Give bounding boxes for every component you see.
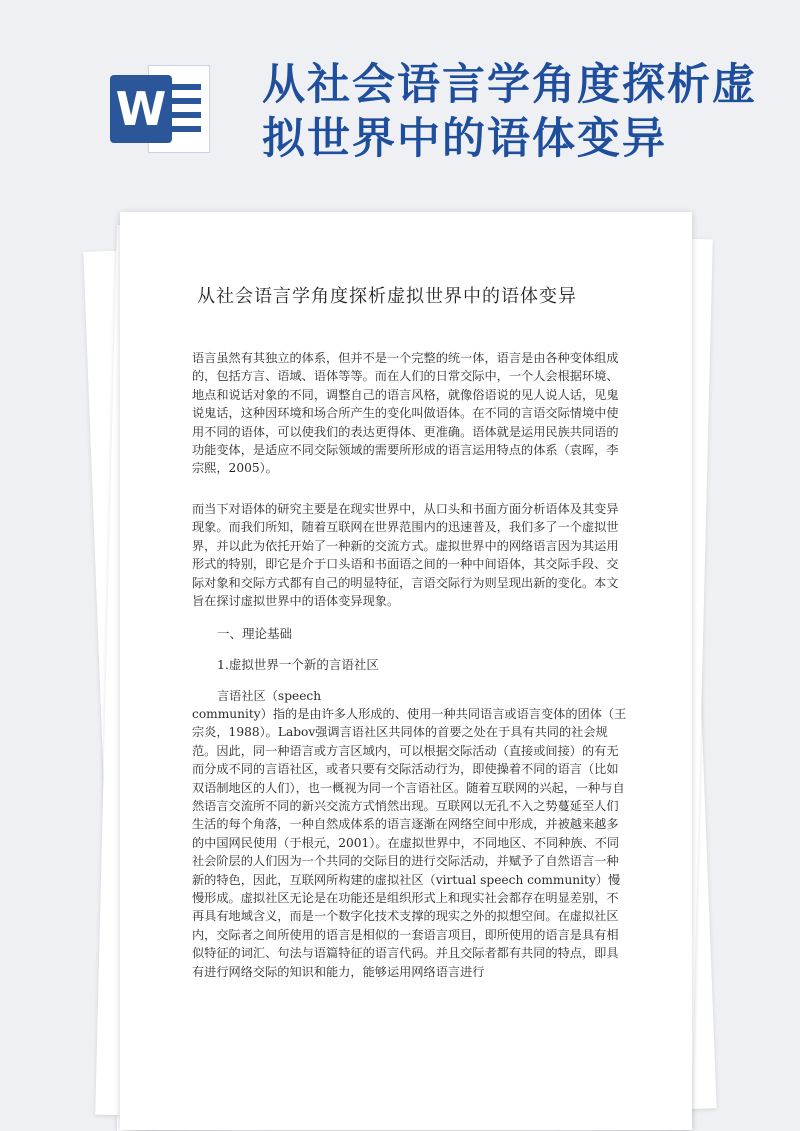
logo-line [171, 84, 201, 90]
paragraph-3-first-line: 言语社区（speech [217, 689, 322, 703]
word-logo-letter: W [110, 75, 172, 143]
logo-line [171, 126, 201, 132]
section-heading: 一、理论基础 [217, 626, 293, 641]
banner [0, 0, 800, 200]
document-title: 从社会语言学角度探析虚拟世界中的语体变异 [197, 286, 577, 307]
logo-line [171, 112, 201, 118]
word-icon [110, 65, 210, 153]
paragraph-2: 而当下对语体的研究主要是在现实世界中，从口头和书面方面分析语体及其变异现象。而我们所知，随着互联网在世界范围内的迅速普及，我们多了一个虚拟世界，并以此为依托开始了一种新的交流方式。虚拟世界中的网络语言因为其运用形式的特别，即它是介于口头语和书面语之间的一种中间语体，其交际手段、交际对象和交际方式都有自己的明显特征，言语交际行为则呈现出新的变化。本文旨在探讨虚拟世界中的语体变异现象。 [192, 502, 619, 609]
banner-title: 从社会语言学角度探析虚拟世界中的语体变异 [262, 60, 757, 164]
subsection-heading: 1.虚拟世界一个新的言语社区 [217, 657, 379, 672]
paragraph-3: community）指的是由许多人形成的、使用一种共同语言或语言变体的团体（王宗炎，1988）。Labov强调言语社区共同体的首要之处在于具有共同的社会规范。因此，同一种语言或方言区域内，可以根据交际活动（直接或间接）的有无而分成不同的言语社区，或者只要有交际活动行为，即使操着不同的语言（比如双语制地区的人们），也一概视为同一个言语社区。随着互联网的兴起，一种与自然语言交流所不同的新兴交流方式悄然出现。互联网以无孔不入之势蔓延至人们生活的每个角落，一种自然成体系的语言逐渐在网络空间中形成，并被越来越多的中国网民使用（于根元，2001）。在虚拟世界中，不同地区、不同种族、不同社会阶层的人们因为一个共同的交际目的进行交际活动，并赋予了自然语言一种新的特色，因此，互联网所构建的虚拟社区（virtual speech community）慢慢形成。虚拟社区无论是在功能还是组织形式上和现实社会都存在明显差别，不再具有地域含义，而是一个数字化技术支撑的现实之外的拟想空间。在虚拟社区内，交际者之间所使用的语言是相似的一套语言项目，即所使用的语言是具有相似特征的词汇、句法与语篇特征的语言代码。并且交际者都有共同的特点，即具有进行网络交际的知识和能力，能够运用网络语言进行 [192, 707, 627, 979]
paragraph-1: 语言虽然有其独立的体系，但并不是一个完整的统一体，语言是由各种变体组成的，包括方言、语域、语体等等。而在人们的日常交际中，一个人会根据环境、地点和说话对象的不同，调整自己的语言风格，就像俗语说的见人说人话，见鬼说鬼话，这种因环境和场合所产生的变化叫做语体。在不同的言语交际情境中使用不同的语体，可以使我们的表达更得体、更准确。语体就是运用民族共同语的功能变体，是适应不同交际领域的需要所形成的语言运用特点的体系（袁晖，李宗熙，2005）。 [192, 351, 619, 476]
logo-line [171, 98, 201, 104]
document-page [120, 212, 692, 1130]
